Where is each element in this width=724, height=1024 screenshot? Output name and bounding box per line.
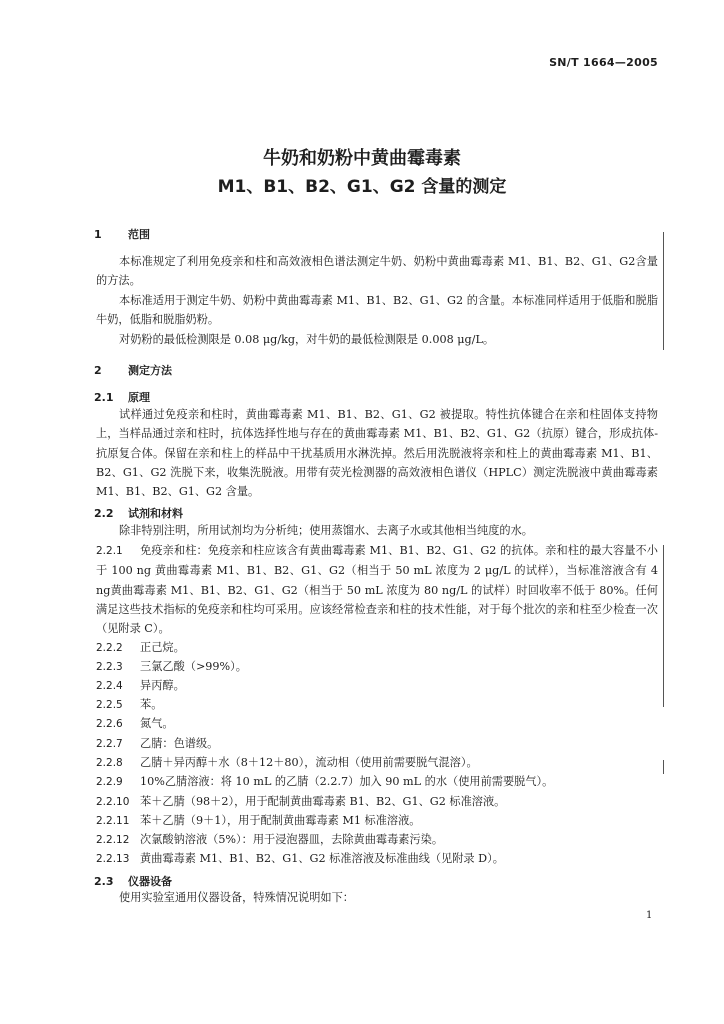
item-text: 苯＋乙腈（98＋2），用于配制黄曲霉毒素 B1、B2、G1、G2 标准溶液。	[140, 795, 506, 808]
item-number: 2.2.3	[96, 661, 123, 673]
section-2-3-heading	[94, 873, 172, 889]
item-number: 2.2.7	[96, 738, 123, 750]
reagent-item	[96, 830, 658, 850]
item-text: 次氯酸钠溶液（5%）：用于浸泡器皿，去除黄曲霉毒素污染。	[140, 833, 444, 846]
document-subtitle: M1、B1、B2、G1、G2 含量的测定	[217, 177, 507, 197]
item-text: 三氯乙酸（>99%）。	[140, 660, 247, 673]
section-1-heading	[94, 226, 150, 242]
principle-paragraph: 试样通过免疫亲和柱时，黄曲霉毒素 M1、B1、B2、G1、G2 被提取。特性抗体键合在亲和柱固体支持物上，当样品通过亲和柱时，抗体选择性地与存在的黄曲霉毒素 M1、B1、B2、G1、G2（抗原）键合，形成抗体-抗原复合体。保留在亲和柱上的样品中干扰基质用水淋洗掉。然后用洗脱液将亲和柱上的黄曲霉毒素 M1、B1、B2、G1、G2 洗脱下来，收集洗脱液。用带有荧光检测器的高效液相色谱仪（HPLC）测定洗脱液中黄曲霉毒素 M1、B1、B2、G1、G2 含量。	[96, 408, 658, 499]
revision-bar	[663, 232, 664, 350]
section-2-2-heading	[94, 505, 183, 521]
scope-paragraph-3: 对奶粉的最低检测限是 0.08 μg/kg，对牛奶的最低检测限是 0.008 μg/L。	[119, 333, 495, 346]
revision-bar	[663, 760, 664, 774]
scope-paragraph-2: 本标准适用于测定牛奶、奶粉中黄曲霉毒素 M1、B1、B2、G1、G2 的含量。本标准同样适用于低脂和脱脂牛奶，低脂和脱脂奶粉。	[96, 294, 658, 327]
standard-code: SN/T 1664—2005	[549, 56, 658, 69]
item-number: 2.2.10	[96, 796, 130, 808]
scope-paragraph-1: 本标准规定了利用免疫亲和柱和高效液相色谱法测定牛奶、奶粉中黄曲霉毒素 M1、B1、B2、G1、G2含量的方法。	[96, 255, 658, 288]
reagent-item	[96, 753, 658, 773]
section-2-heading	[94, 362, 172, 378]
item-text: 正己烷。	[140, 641, 185, 654]
document-title: 牛奶和奶粉中黄曲霉毒素	[263, 148, 461, 169]
item-text: 乙腈：色谱级。	[140, 737, 219, 750]
item-number: 2.2.8	[96, 757, 123, 769]
item-text: 苯＋乙腈（9＋1），用于配制黄曲霉毒素 M1 标准溶液。	[140, 814, 421, 827]
page-number: 1	[646, 910, 653, 921]
item-number: 2.2.1	[96, 545, 123, 557]
item-text: 黄曲霉毒素 M1、B1、B2、G1、G2 标准溶液及标准曲线（见附录 D）。	[140, 852, 504, 865]
item-number: 2.2.13	[96, 853, 130, 865]
reagent-item	[96, 541, 658, 638]
section-title: 仪器设备	[128, 875, 172, 888]
reagent-item	[96, 734, 658, 754]
reagent-item	[96, 657, 658, 677]
revision-bar	[663, 545, 664, 707]
section-title: 试剂和材料	[128, 507, 183, 520]
item-number: 2.2.4	[96, 680, 123, 692]
section-title: 范围	[128, 228, 150, 241]
section-number: 2.1	[94, 391, 114, 404]
item-number: 2.2.9	[96, 776, 123, 788]
reagent-item	[96, 792, 658, 812]
reagent-item	[96, 638, 658, 658]
item-text: 乙腈＋异丙醇＋水（8＋12＋80），流动相（使用前需要脱气混溶）。	[140, 756, 478, 769]
section-2-1-heading	[94, 389, 150, 405]
section-number: 1	[94, 228, 102, 241]
reagent-item	[96, 676, 658, 696]
reagent-item	[96, 772, 658, 792]
item-number: 2.2.2	[96, 642, 123, 654]
item-text: 免疫亲和柱：免疫亲和柱应该含有黄曲霉毒素 M1、B1、B2、G1、G2 的抗体。亲和柱的最大容量不小于 100 ng 黄曲霉毒素 M1、B1、B2、G1、G2（相当于 50 mL 浓度为 2 μg/L 的试样），当标准溶液含有 4 ng黄曲霉毒素 M1、B1、B2、G1、G2（相当于 50 mL 浓度为 80 ng/L 的试样）时回收率不低于 80%。任何满足这些技术指标的免疫亲和柱均可采用。应该经常检查亲和柱的技术性能，对于每个批次的亲和柱至少检查一次（见附录 C）。	[96, 544, 658, 636]
section-title: 原理	[128, 391, 150, 404]
reagent-item	[96, 695, 658, 715]
reagent-item	[96, 811, 658, 831]
item-text: 10%乙腈溶液：将 10 mL 的乙腈（2.2.7）加入 90 mL 的水（使用前需要脱气）。	[140, 775, 554, 788]
equipment-paragraph: 使用实验室通用仪器设备，特殊情况说明如下：	[119, 891, 354, 904]
section-number: 2.2	[94, 507, 114, 520]
reagent-item	[96, 849, 658, 869]
item-number: 2.2.12	[96, 834, 130, 846]
reagents-intro-paragraph: 除非特别注明，所用试剂均为分析纯；使用蒸馏水、去离子水或其他相当纯度的水。	[119, 524, 533, 537]
item-text: 苯。	[140, 698, 163, 711]
reagent-item	[96, 714, 658, 734]
item-number: 2.2.11	[96, 815, 130, 827]
item-text: 氮气。	[140, 717, 174, 730]
section-number: 2.3	[94, 875, 114, 888]
item-number: 2.2.5	[96, 699, 123, 711]
item-text: 异丙醇。	[140, 679, 185, 692]
section-number: 2	[94, 364, 102, 377]
item-number: 2.2.6	[96, 718, 123, 730]
section-title: 测定方法	[128, 364, 172, 377]
